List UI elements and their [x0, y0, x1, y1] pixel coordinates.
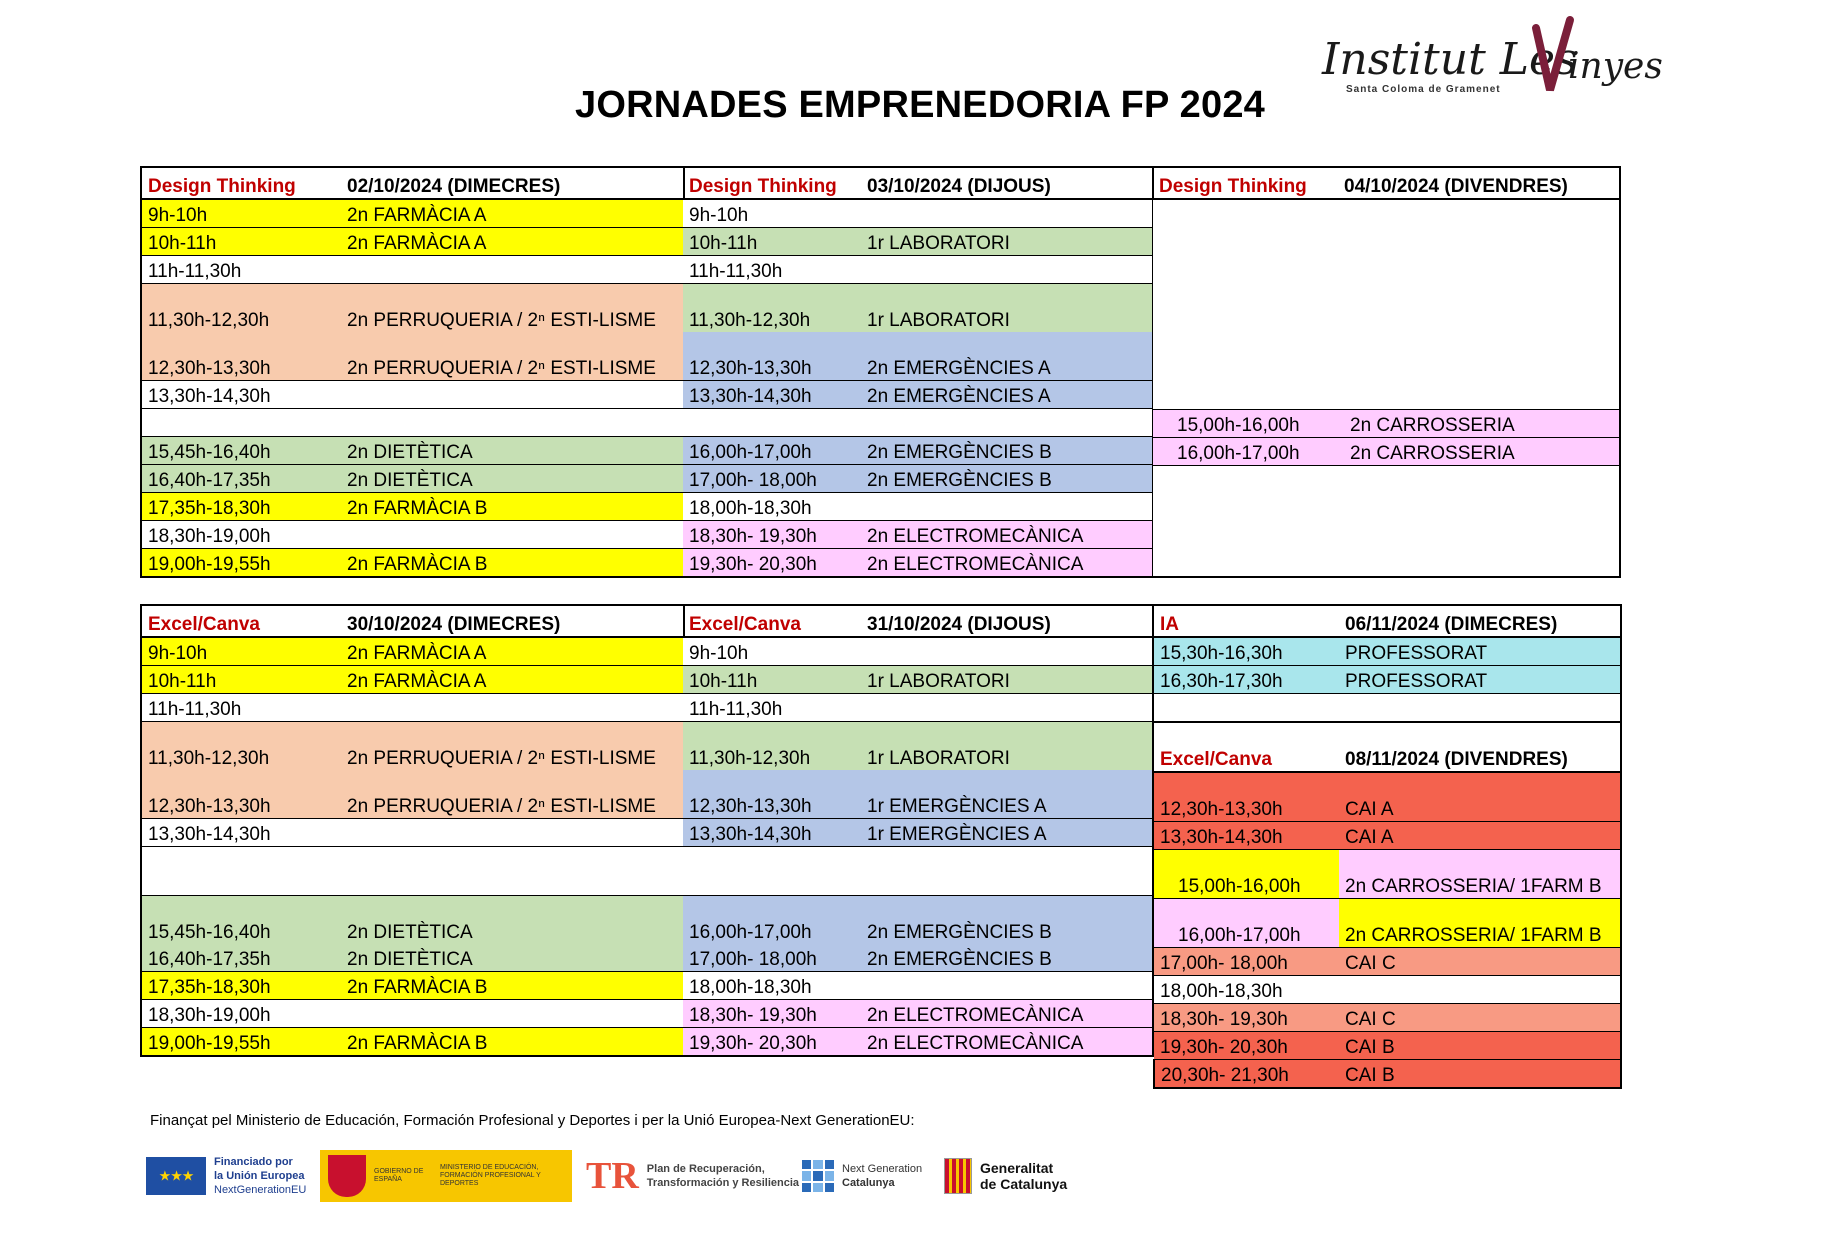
- time-slot: 9h-10h: [683, 199, 861, 228]
- time-slot: 17,00h- 18,00h: [683, 944, 861, 972]
- program-label: Excel/Canva: [1154, 722, 1339, 772]
- time-slot: 15,45h-16,40h: [141, 437, 341, 465]
- group-name: CAI C: [1339, 948, 1621, 976]
- group-name: 2n FARMÀCIA A: [341, 228, 684, 256]
- group-name: 2n FARMÀCIA B: [341, 972, 684, 1000]
- institut-logo: [1318, 18, 1663, 106]
- time-slot: 17,35h-18,30h: [141, 493, 341, 521]
- svg-text:Santa Coloma de Gramenet: Santa Coloma de Gramenet: [1346, 84, 1501, 95]
- group-name: [341, 1000, 684, 1028]
- schedule-block-3: [1153, 166, 1621, 578]
- group-name: 1r EMERGÈNCIES A: [861, 770, 1153, 819]
- time-slot: 12,30h-13,30h: [141, 332, 341, 381]
- group-name: 1r LABORATORI: [861, 228, 1153, 256]
- time-slot: 17,35h-18,30h: [141, 972, 341, 1000]
- group-name: 2n DIETÈTICA: [341, 944, 684, 972]
- group-name: 2n FARMÀCIA A: [341, 637, 684, 666]
- time-slot: 15,00h-16,00h: [1154, 850, 1339, 899]
- time-slot: 12,30h-13,30h: [1154, 772, 1339, 822]
- time-slot: 18,00h-18,30h: [1154, 976, 1339, 1004]
- group-name: CAI A: [1339, 822, 1621, 850]
- time-slot: 11h-11,30h: [683, 256, 861, 284]
- block-date: 08/11/2024 (DIVENDRES): [1339, 722, 1621, 772]
- time-slot: 18,30h- 19,30h: [683, 521, 861, 549]
- empty-cell: [1153, 466, 1620, 578]
- program-label: Excel/Canva: [683, 605, 861, 637]
- group-name: 2n FARMÀCIA B: [341, 1028, 684, 1057]
- group-name: [341, 256, 684, 284]
- block-date: 02/10/2024 (DIMECRES): [341, 167, 684, 199]
- group-name: 2n DIETÈTICA: [341, 465, 684, 493]
- next-generation-catalunya-logo: Next Generation Catalunya: [802, 1148, 922, 1204]
- time-slot: 10h-11h: [141, 228, 341, 256]
- group-name: 2n PERRUQUERIA / 2ⁿ ESTI-LISME: [341, 332, 684, 381]
- group-name: 1r LABORATORI: [861, 722, 1153, 771]
- svg-text:Institut Les: Institut Les: [1322, 34, 1578, 85]
- group-name: 2n CARROSSERIA/ 1FARM B: [1339, 850, 1621, 899]
- time-slot: 10h-11h: [141, 666, 341, 694]
- svg-text:inyes: inyes: [1568, 46, 1663, 87]
- time-slot: 16,00h-17,00h: [1154, 899, 1339, 948]
- block-date: 31/10/2024 (DIJOUS): [861, 605, 1153, 637]
- group-name: 2n EMERGÈNCIES B: [861, 465, 1153, 493]
- gobierno-logo: GOBIERNO DE ESPAÑA MINISTERIO DE EDUCACIÓN, FORMACIÓN PROFESIONAL Y DEPORTES: [320, 1148, 572, 1204]
- group-name: [341, 694, 684, 722]
- time-slot: [141, 409, 341, 437]
- time-slot: 15,30h-16,30h: [1154, 637, 1339, 666]
- time-slot: 19,00h-19,55h: [141, 549, 341, 578]
- block-date: 30/10/2024 (DIMECRES): [341, 605, 684, 637]
- time-slot: 11,30h-12,30h: [689, 310, 811, 331]
- group-name: [341, 847, 684, 896]
- time-slot: 9h-10h: [683, 637, 861, 666]
- time-slot: 11h-11,30h: [141, 256, 341, 284]
- group-name: [341, 819, 684, 847]
- group-name: [861, 694, 1153, 722]
- time-slot: 16,30h-17,30h: [1154, 666, 1339, 694]
- time-slot: 11,30h-12,30h: [141, 284, 341, 333]
- group-name: 2n PERRUQUERIA / 2ⁿ ESTI-LISME: [341, 284, 684, 333]
- time-slot: 16,00h-17,00h: [683, 437, 861, 465]
- time-slot: 11h-11,30h: [683, 694, 861, 722]
- program-label: Design Thinking: [683, 167, 861, 199]
- schedule-block-2: [683, 166, 1154, 578]
- time-slot: 11,30h-12,30h: [689, 748, 811, 769]
- group-name: [341, 409, 684, 437]
- group-name: [1339, 976, 1621, 1004]
- group-name: 2n FARMÀCIA B: [341, 493, 684, 521]
- group-name: 2n ELECTROMECÀNICA: [861, 521, 1153, 549]
- time-slot: 18,00h-18,30h: [683, 972, 861, 1000]
- time-slot: 19,30h- 20,30h: [683, 1028, 861, 1057]
- time-slot: [683, 847, 861, 896]
- schedule-block-5: [683, 604, 1154, 1057]
- group-name: [861, 847, 1153, 896]
- time-slot: 13,30h-14,30h: [141, 381, 341, 409]
- group-name: 2n EMERGÈNCIES B: [861, 944, 1153, 972]
- prtr-mark-icon: TR: [586, 1155, 639, 1197]
- time-slot: 12,30h-13,30h: [683, 332, 861, 381]
- group-name: PROFESSORAT: [1339, 637, 1621, 666]
- group-name: 2n CARROSSERIA: [1338, 438, 1620, 466]
- time-slot: 15,00h-16,00h: [1153, 410, 1338, 438]
- time-slot: 16,40h-17,35h: [141, 465, 341, 493]
- time-slot: 16,40h-17,35h: [141, 944, 341, 972]
- generalitat-logo: Generalitat de Catalunya: [944, 1148, 1067, 1204]
- group-name: CAI A: [1339, 772, 1621, 822]
- group-name: 1r LABORATORI: [861, 284, 1153, 333]
- group-name: [861, 637, 1153, 666]
- time-slot: 17,00h- 18,00h: [1154, 948, 1339, 976]
- funding-note: Finançat pel Ministerio de Educación, Formación Profesional y Deportes i per la Unió Europea-Next GenerationEU:: [150, 1112, 915, 1129]
- time-slot: 9h-10h: [141, 637, 341, 666]
- group-name: 2n PERRUQUERIA / 2ⁿ ESTI-LISME: [341, 770, 684, 819]
- group-name: 2n FARMÀCIA A: [341, 666, 684, 694]
- time-slot: 13,30h-14,30h: [141, 819, 341, 847]
- group-name: CAI B: [1339, 1032, 1621, 1060]
- group-name: 1r LABORATORI: [861, 666, 1153, 694]
- group-name: [341, 521, 684, 549]
- time-slot: 10h-11h: [683, 666, 861, 694]
- generalitat-flag-icon: [944, 1158, 972, 1194]
- vinyes-logo-icon: [1318, 18, 1663, 106]
- program-label: Design Thinking: [141, 167, 341, 199]
- group-name: [341, 381, 684, 409]
- time-slot: 13,30h-14,30h: [683, 381, 861, 409]
- time-slot: 19,30h- 20,30h: [1154, 1032, 1339, 1060]
- time-slot: 11h-11,30h: [141, 694, 341, 722]
- page-title: JORNADES EMPRENEDORIA FP 2024: [575, 84, 1265, 126]
- next-generation-grid-icon: [802, 1160, 834, 1192]
- eu-flag-icon: ★★★: [146, 1157, 206, 1195]
- time-slot: 17,00h- 18,00h: [683, 465, 861, 493]
- block-date: 03/10/2024 (DIJOUS): [861, 167, 1153, 199]
- group-name: 2n EMERGÈNCIES B: [861, 896, 1153, 945]
- group-name: 2n ELECTROMECÀNICA: [861, 1000, 1153, 1028]
- empty-cell: [1153, 199, 1620, 410]
- group-name: 2n EMERGÈNCIES A: [861, 332, 1153, 381]
- group-name: [861, 972, 1153, 1000]
- time-slot: 12,30h-13,30h: [683, 770, 861, 819]
- time-slot: 19,00h-19,55h: [141, 1028, 341, 1057]
- time-slot: [683, 409, 861, 437]
- group-name: 2n ELECTROMECÀNICA: [861, 549, 1153, 578]
- group-name: PROFESSORAT: [1339, 666, 1621, 694]
- group-name: [861, 256, 1153, 284]
- spain-shield-icon: [328, 1155, 366, 1197]
- time-slot: 9h-10h: [141, 199, 341, 228]
- group-name: 2n EMERGÈNCIES A: [861, 381, 1153, 409]
- time-slot: 12,30h-13,30h: [141, 770, 341, 819]
- time-slot: 18,00h-18,30h: [683, 493, 861, 521]
- time-slot: 18,30h- 19,30h: [683, 1000, 861, 1028]
- group-name: CAI C: [1339, 1004, 1621, 1032]
- group-name: 2n CARROSSERIA: [1338, 410, 1620, 438]
- time-slot: 18,30h-19,00h: [141, 521, 341, 549]
- time-slot: 15,45h-16,40h: [141, 896, 341, 945]
- group-name: 2n EMERGÈNCIES B: [861, 437, 1153, 465]
- group-name: [861, 493, 1153, 521]
- program-label: IA: [1154, 605, 1339, 637]
- eu-logo-text: Financiado por la Unión Europea NextGenerationEU: [214, 1156, 307, 1196]
- group-name: [861, 199, 1153, 228]
- time-slot: 11,30h-12,30h: [141, 722, 341, 771]
- time-slot: 18,30h-19,00h: [141, 1000, 341, 1028]
- time-slot: 16,00h-17,00h: [689, 922, 812, 943]
- program-label: Design Thinking: [1153, 167, 1338, 199]
- schedule-block-6: [1153, 604, 1622, 1089]
- group-name: 2n FARMÀCIA B: [341, 549, 684, 578]
- time-slot: 19,30h- 20,30h: [683, 549, 861, 578]
- group-name: [861, 409, 1153, 437]
- group-name: 2n ELECTROMECÀNICA: [861, 1028, 1153, 1057]
- group-name: 1r EMERGÈNCIES A: [861, 819, 1153, 847]
- time-slot: 13,30h-14,30h: [1154, 822, 1339, 850]
- program-label: Excel/Canva: [141, 605, 341, 637]
- schedule-block-4: [140, 604, 685, 1057]
- prtr-logo: TR Plan de Recuperación, Transformación y Resiliencia: [586, 1155, 800, 1197]
- schedule-block-1: [140, 166, 685, 578]
- time-slot: 18,30h- 19,30h: [1154, 1004, 1339, 1032]
- group-name: 2n CARROSSERIA/ 1FARM B: [1339, 899, 1621, 948]
- group-name: CAI B: [1339, 1060, 1621, 1089]
- group-name: 2n FARMÀCIA A: [341, 199, 684, 228]
- eu-funding-logo: [146, 1148, 306, 1204]
- group-name: 2n DIETÈTICA: [341, 896, 684, 945]
- time-slot: 16,00h-17,00h: [1153, 438, 1338, 466]
- time-slot: 20,30h- 21,30h: [1154, 1060, 1339, 1089]
- time-slot: 10h-11h: [683, 228, 861, 256]
- group-name: 2n PERRUQUERIA / 2ⁿ ESTI-LISME: [341, 722, 684, 771]
- block-date: 06/11/2024 (DIMECRES): [1339, 605, 1621, 637]
- group-name: 2n DIETÈTICA: [341, 437, 684, 465]
- time-slot: 13,30h-14,30h: [683, 819, 861, 847]
- time-slot: [141, 847, 341, 896]
- block-date: 04/10/2024 (DIVENDRES): [1338, 167, 1620, 199]
